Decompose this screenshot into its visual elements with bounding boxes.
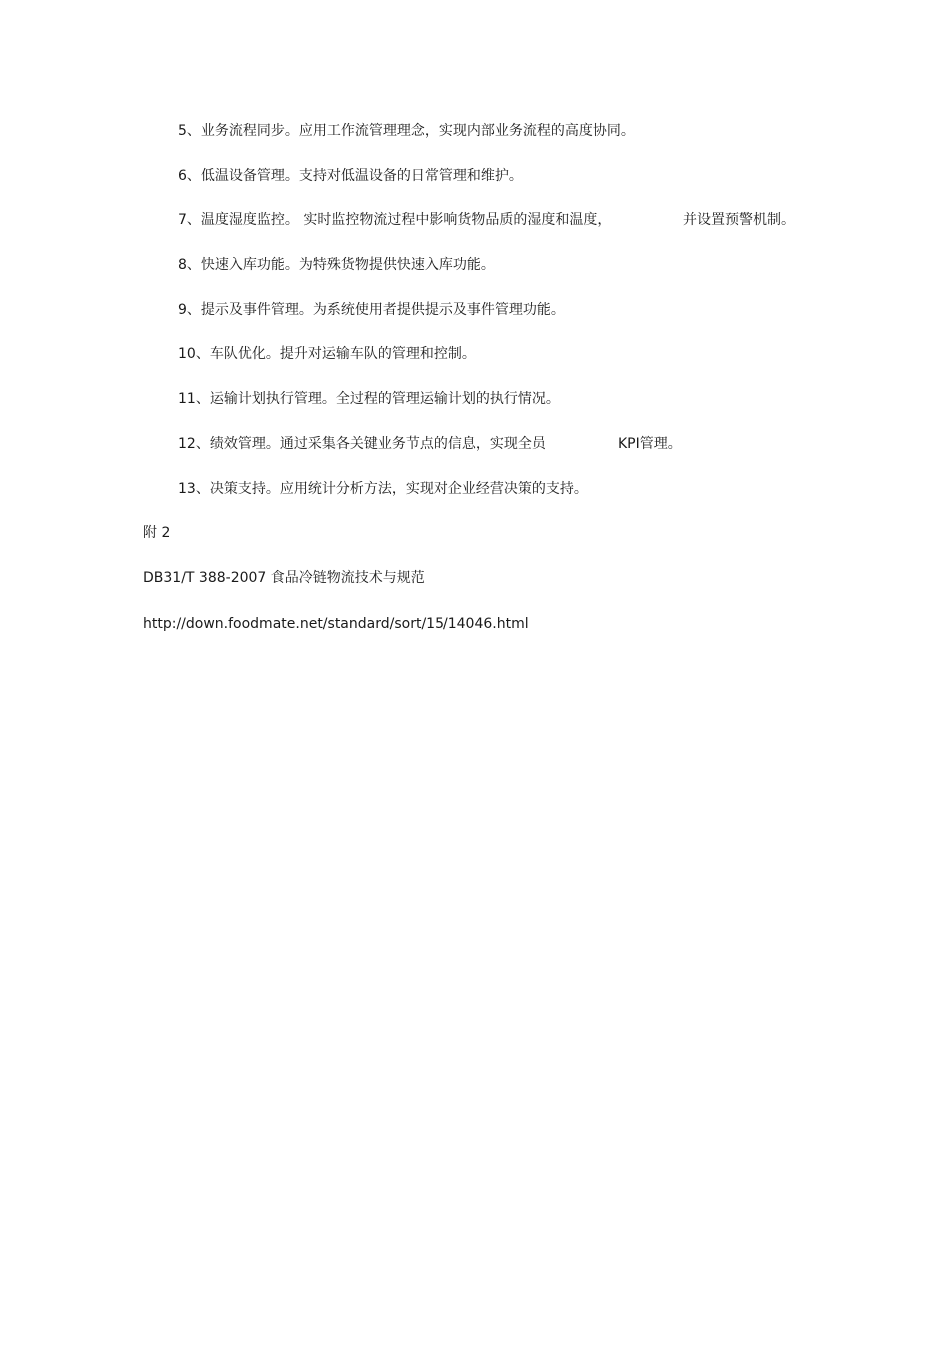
list-item-text: 10、车队优化。提升对运输车队的管理和控制。 xyxy=(178,346,476,362)
url-part-1[interactable]: http://down.foodmate.net/standard/sort/15 xyxy=(143,616,444,632)
list-item-12 xyxy=(178,434,698,454)
list-item-tail: KPI管理。 xyxy=(618,436,682,452)
standard-reference-text: DB31/T 388-2007 食品冷链物流技术与规范 xyxy=(143,570,425,586)
list-item-text: 12、绩效管理。通过采集各关键业务节点的信息，实现全员 xyxy=(178,436,546,452)
list-item-text: 7、温度湿度监控。 实时监控物流过程中影响货物品质的湿度和温度， xyxy=(178,212,612,228)
list-item-11 xyxy=(178,389,560,409)
list-item-text: 8、快速入库功能。为特殊货物提供快速入库功能。 xyxy=(178,257,495,273)
list-item-text: 11、运输计划执行管理。全过程的管理运输计划的执行情况。 xyxy=(178,391,560,407)
list-item-9 xyxy=(178,300,565,320)
list-item-tail: 并设置预警机制。 xyxy=(683,212,795,228)
list-item-7 xyxy=(178,210,818,230)
appendix-label-text: 附 2 xyxy=(143,525,171,541)
list-item-13 xyxy=(178,479,588,499)
list-item-8 xyxy=(178,255,495,275)
standard-url[interactable] xyxy=(143,614,563,634)
standard-reference xyxy=(143,568,425,588)
list-item-6 xyxy=(178,166,523,186)
list-item-text: 5、业务流程同步。应用工作流管理理念，实现内部业务流程的高度协同。 xyxy=(178,123,635,139)
list-item-text: 9、提示及事件管理。为系统使用者提供提示及事件管理功能。 xyxy=(178,302,565,318)
list-item-5 xyxy=(178,121,635,141)
appendix-label xyxy=(143,523,170,543)
list-item-10 xyxy=(178,344,476,364)
list-item-text: 6、低温设备管理。支持对低温设备的日常管理和维护。 xyxy=(178,168,523,184)
url-part-2[interactable]: /14046.html xyxy=(443,616,529,632)
list-item-text: 13、决策支持。应用统计分析方法，实现对企业经营决策的支持。 xyxy=(178,481,588,497)
